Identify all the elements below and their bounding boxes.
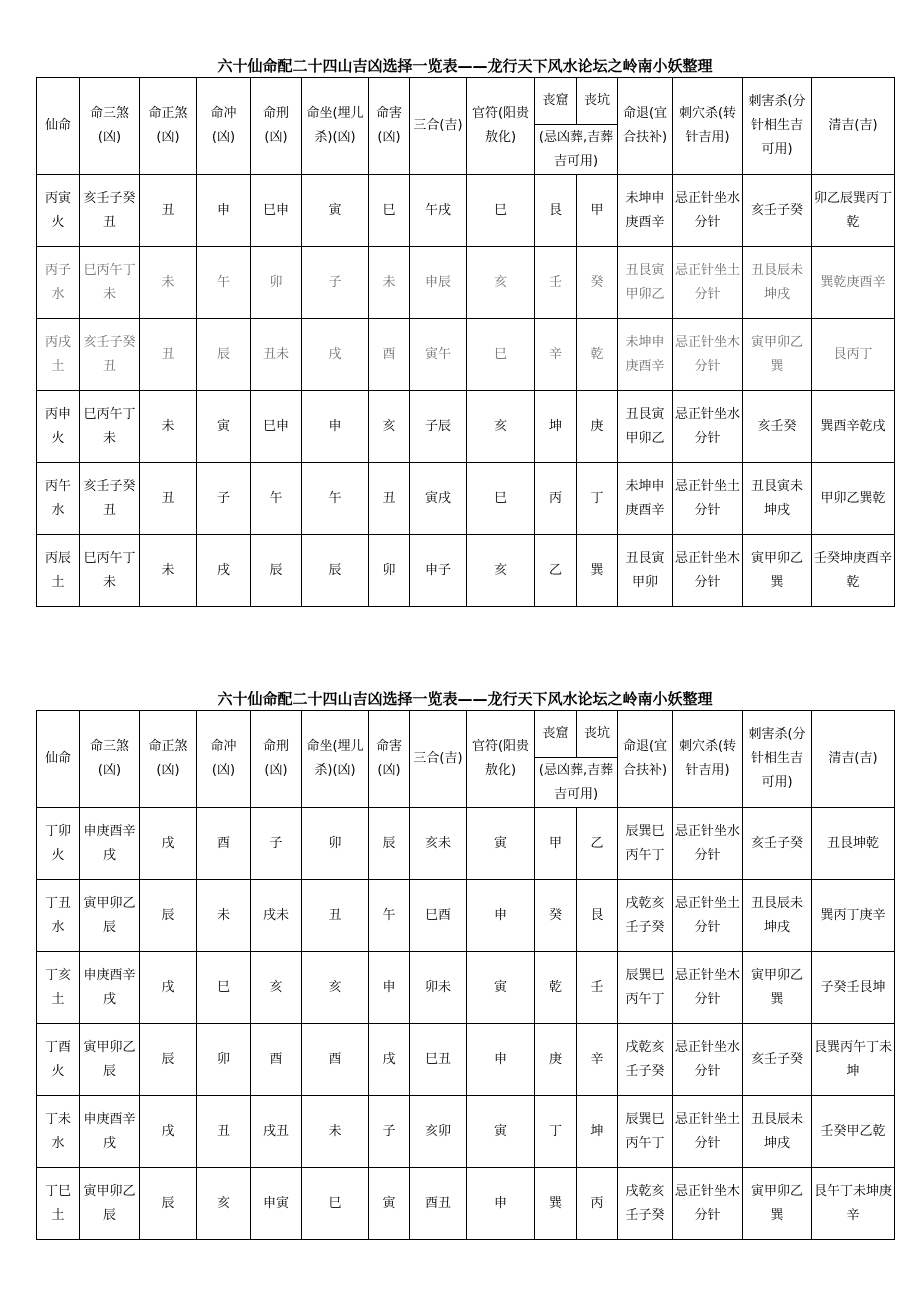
cell-cihai: 亥壬子癸	[743, 175, 812, 247]
cell-cihai: 寅甲卯乙巽	[743, 952, 812, 1024]
cell-cihai: 寅甲卯乙巽	[743, 535, 812, 607]
cell-zuo: 丑	[302, 880, 369, 952]
cell-xing: 亥	[251, 952, 302, 1024]
cell-qingji: 艮巽丙午丁未坤	[812, 1024, 895, 1096]
cell-mingtui: 辰巽巳丙午丁	[618, 1096, 673, 1168]
cell-sangku: 乾	[535, 952, 577, 1024]
cell-mingtui: 未坤申庚酉辛	[618, 175, 673, 247]
cell-qingji: 卯乙辰巽丙丁乾	[812, 175, 895, 247]
cell-zuo: 午	[302, 463, 369, 535]
table-row	[37, 247, 895, 319]
cell-xing: 巳申	[251, 175, 302, 247]
cell-zuo: 酉	[302, 1024, 369, 1096]
header-zuo: 命坐(埋儿杀)(凶)	[302, 711, 369, 808]
cell-xing: 酉	[251, 1024, 302, 1096]
cell-zuo: 辰	[302, 535, 369, 607]
cell-guanfu: 申	[467, 880, 535, 952]
cell-zuo: 申	[302, 391, 369, 463]
cell-zuo: 未	[302, 1096, 369, 1168]
cell-mingtui: 丑艮寅甲卯	[618, 535, 673, 607]
cell-xianming: 丙寅火	[37, 175, 80, 247]
selection-table-2	[36, 710, 895, 1240]
cell-sanhe: 卯未	[410, 952, 467, 1024]
cell-hai: 辰	[369, 808, 410, 880]
cell-cixue: 忌正针坐土分针	[673, 880, 743, 952]
cell-sangku: 乙	[535, 535, 577, 607]
cell-cixue: 忌正针坐土分针	[673, 463, 743, 535]
cell-qingji: 子癸壬艮坤	[812, 952, 895, 1024]
cell-guanfu: 巳	[467, 463, 535, 535]
cell-cihai: 寅甲卯乙巽	[743, 319, 812, 391]
cell-zhengsha: 丑	[140, 175, 197, 247]
header-chong: 命冲(凶)	[197, 78, 251, 175]
header-guanfu: 官符(阳贵敖化)	[467, 711, 535, 808]
header-sanhe: 三合(吉)	[410, 711, 467, 808]
cell-sangku: 艮	[535, 175, 577, 247]
cell-xianming: 丙辰土	[37, 535, 80, 607]
cell-cixue: 忌正针坐木分针	[673, 535, 743, 607]
cell-zhengsha: 辰	[140, 1168, 197, 1240]
cell-xianming: 丙子水	[37, 247, 80, 319]
cell-zhengsha: 戌	[140, 952, 197, 1024]
cell-hai: 寅	[369, 1168, 410, 1240]
cell-sanhe: 酉丑	[410, 1168, 467, 1240]
header-sangkeng: 丧坑	[577, 78, 618, 125]
header-sang-note: (忌凶葬,吉葬吉可用)	[535, 125, 618, 175]
header-cixue: 刺穴杀(转针吉用)	[673, 711, 743, 808]
cell-hai: 巳	[369, 175, 410, 247]
cell-sangkeng: 甲	[577, 175, 618, 247]
cell-zhengsha: 辰	[140, 880, 197, 952]
cell-xianming: 丁丑水	[37, 880, 80, 952]
cell-sangkeng: 乙	[577, 808, 618, 880]
cell-sangkeng: 癸	[577, 247, 618, 319]
cell-zuo: 子	[302, 247, 369, 319]
cell-xianming: 丙戌土	[37, 319, 80, 391]
header-cixue: 刺穴杀(转针吉用)	[673, 78, 743, 175]
cell-mingtui: 丑艮寅甲卯乙	[618, 247, 673, 319]
cell-sangkeng: 壬	[577, 952, 618, 1024]
cell-sansha: 巳丙午丁未	[80, 247, 140, 319]
cell-cihai: 亥壬子癸	[743, 1024, 812, 1096]
cell-sangkeng: 辛	[577, 1024, 618, 1096]
cell-xianming: 丁卯火	[37, 808, 80, 880]
cell-sanhe: 寅午	[410, 319, 467, 391]
header-chong: 命冲(凶)	[197, 711, 251, 808]
cell-sanhe: 巳丑	[410, 1024, 467, 1096]
cell-sansha: 巳丙午丁未	[80, 535, 140, 607]
cell-zhengsha: 未	[140, 535, 197, 607]
cell-hai: 戌	[369, 1024, 410, 1096]
cell-hai: 子	[369, 1096, 410, 1168]
cell-sanhe: 寅戌	[410, 463, 467, 535]
cell-mingtui: 辰巽巳丙午丁	[618, 808, 673, 880]
cell-cixue: 忌正针坐土分针	[673, 247, 743, 319]
cell-guanfu: 寅	[467, 1096, 535, 1168]
header-zuo: 命坐(埋儿杀)(凶)	[302, 78, 369, 175]
cell-chong: 辰	[197, 319, 251, 391]
cell-zuo: 亥	[302, 952, 369, 1024]
cell-cixue: 忌正针坐木分针	[673, 319, 743, 391]
cell-sangku: 癸	[535, 880, 577, 952]
cell-sanhe: 申子	[410, 535, 467, 607]
cell-xing: 丑未	[251, 319, 302, 391]
cell-mingtui: 未坤申庚酉辛	[618, 319, 673, 391]
cell-xing: 戌丑	[251, 1096, 302, 1168]
cell-xianming: 丙申火	[37, 391, 80, 463]
selection-table-1	[36, 77, 895, 607]
cell-zhengsha: 戌	[140, 1096, 197, 1168]
cell-sanhe: 申辰	[410, 247, 467, 319]
cell-zhengsha: 丑	[140, 463, 197, 535]
cell-cihai: 丑艮辰未坤戌	[743, 247, 812, 319]
cell-hai: 丑	[369, 463, 410, 535]
header-sansha: 命三煞(凶)	[80, 711, 140, 808]
header-sansha: 命三煞(凶)	[80, 78, 140, 175]
header-qingji: 清吉(吉)	[812, 711, 895, 808]
cell-sangkeng: 庚	[577, 391, 618, 463]
cell-qingji: 壬癸甲乙乾	[812, 1096, 895, 1168]
table-row	[37, 175, 895, 247]
cell-xianming: 丁巳土	[37, 1168, 80, 1240]
cell-zhengsha: 辰	[140, 1024, 197, 1096]
table-row	[37, 1096, 895, 1168]
cell-sansha: 寅甲卯乙辰	[80, 880, 140, 952]
header-sang-note: (忌凶葬,吉葬吉可用)	[535, 758, 618, 808]
cell-sanhe: 子辰	[410, 391, 467, 463]
cell-xianming: 丁未水	[37, 1096, 80, 1168]
cell-xing: 申寅	[251, 1168, 302, 1240]
header-guanfu: 官符(阳贵敖化)	[467, 78, 535, 175]
cell-qingji: 丑艮坤乾	[812, 808, 895, 880]
cell-sangku: 丁	[535, 1096, 577, 1168]
cell-sangku: 巽	[535, 1168, 577, 1240]
cell-zhengsha: 戌	[140, 808, 197, 880]
cell-sanhe: 午戌	[410, 175, 467, 247]
cell-xianming: 丙午水	[37, 463, 80, 535]
cell-chong: 戌	[197, 535, 251, 607]
table-block-2	[36, 688, 894, 1240]
cell-guanfu: 寅	[467, 952, 535, 1024]
cell-chong: 未	[197, 880, 251, 952]
cell-hai: 午	[369, 880, 410, 952]
cell-guanfu: 巳	[467, 175, 535, 247]
cell-xing: 戌未	[251, 880, 302, 952]
cell-chong: 酉	[197, 808, 251, 880]
cell-sangku: 壬	[535, 247, 577, 319]
cell-sangkeng: 乾	[577, 319, 618, 391]
cell-chong: 卯	[197, 1024, 251, 1096]
cell-sansha: 申庚酉辛戌	[80, 1096, 140, 1168]
cell-zhengsha: 未	[140, 391, 197, 463]
header-row	[37, 78, 895, 125]
cell-guanfu: 亥	[467, 391, 535, 463]
cell-xing: 巳申	[251, 391, 302, 463]
table-row	[37, 391, 895, 463]
cell-chong: 子	[197, 463, 251, 535]
cell-zuo: 巳	[302, 1168, 369, 1240]
cell-qingji: 艮午丁未坤庚辛	[812, 1168, 895, 1240]
cell-zuo: 卯	[302, 808, 369, 880]
cell-cixue: 忌正针坐木分针	[673, 952, 743, 1024]
table-row	[37, 319, 895, 391]
cell-chong: 午	[197, 247, 251, 319]
cell-guanfu: 申	[467, 1168, 535, 1240]
cell-chong: 寅	[197, 391, 251, 463]
cell-sangku: 丙	[535, 463, 577, 535]
cell-xing: 子	[251, 808, 302, 880]
header-cihai: 刺害杀(分针相生吉可用)	[743, 78, 812, 175]
cell-cixue: 忌正针坐木分针	[673, 1168, 743, 1240]
cell-sanhe: 亥未	[410, 808, 467, 880]
cell-mingtui: 辰巽巳丙午丁	[618, 952, 673, 1024]
cell-sansha: 亥壬子癸丑	[80, 319, 140, 391]
cell-sansha: 亥壬子癸丑	[80, 463, 140, 535]
cell-cixue: 忌正针坐水分针	[673, 1024, 743, 1096]
table-row	[37, 463, 895, 535]
cell-hai: 亥	[369, 391, 410, 463]
table-row	[37, 808, 895, 880]
cell-zuo: 寅	[302, 175, 369, 247]
cell-sangku: 庚	[535, 1024, 577, 1096]
cell-guanfu: 申	[467, 1024, 535, 1096]
cell-qingji: 巽乾庚酉辛	[812, 247, 895, 319]
cell-sansha: 申庚酉辛戌	[80, 952, 140, 1024]
cell-sangkeng: 艮	[577, 880, 618, 952]
cell-hai: 卯	[369, 535, 410, 607]
header-qingji: 清吉(吉)	[812, 78, 895, 175]
cell-hai: 申	[369, 952, 410, 1024]
cell-mingtui: 戌乾亥壬子癸	[618, 1168, 673, 1240]
cell-mingtui: 戌乾亥壬子癸	[618, 1024, 673, 1096]
header-xianming: 仙命	[37, 78, 80, 175]
cell-zhengsha: 未	[140, 247, 197, 319]
cell-zhengsha: 丑	[140, 319, 197, 391]
cell-sansha: 寅甲卯乙辰	[80, 1168, 140, 1240]
cell-cixue: 忌正针坐水分针	[673, 175, 743, 247]
table-block-1	[36, 55, 894, 607]
cell-xing: 辰	[251, 535, 302, 607]
header-mingtui: 命退(宜合扶补)	[618, 78, 673, 175]
cell-qingji: 甲卯乙巽乾	[812, 463, 895, 535]
table-row	[37, 952, 895, 1024]
cell-sangkeng: 丙	[577, 1168, 618, 1240]
header-sanhe: 三合(吉)	[410, 78, 467, 175]
header-xing: 命刑(凶)	[251, 711, 302, 808]
cell-guanfu: 巳	[467, 319, 535, 391]
cell-sangkeng: 坤	[577, 1096, 618, 1168]
cell-xing: 午	[251, 463, 302, 535]
cell-mingtui: 戌乾亥壬子癸	[618, 880, 673, 952]
header-mingtui: 命退(宜合扶补)	[618, 711, 673, 808]
cell-xianming: 丁亥土	[37, 952, 80, 1024]
cell-hai: 未	[369, 247, 410, 319]
cell-hai: 酉	[369, 319, 410, 391]
cell-chong: 丑	[197, 1096, 251, 1168]
header-cihai: 刺害杀(分针相生吉可用)	[743, 711, 812, 808]
header-row	[37, 711, 895, 758]
cell-qingji: 巽丙丁庚辛	[812, 880, 895, 952]
cell-chong: 申	[197, 175, 251, 247]
cell-cihai: 丑艮辰未坤戌	[743, 1096, 812, 1168]
header-xing: 命刑(凶)	[251, 78, 302, 175]
cell-sanhe: 亥卯	[410, 1096, 467, 1168]
header-sangkeng: 丧坑	[577, 711, 618, 758]
cell-sansha: 申庚酉辛戌	[80, 808, 140, 880]
table-title: 六十仙命配二十四山吉凶选择一览表——龙行天下风水论坛之岭南小妖整理	[217, 57, 713, 75]
header-xianming: 仙命	[37, 711, 80, 808]
header-hai: 命害(凶)	[369, 78, 410, 175]
cell-sangku: 坤	[535, 391, 577, 463]
table-row	[37, 535, 895, 607]
cell-zuo: 戌	[302, 319, 369, 391]
cell-cihai: 丑艮寅未坤戌	[743, 463, 812, 535]
cell-cixue: 忌正针坐土分针	[673, 1096, 743, 1168]
header-sangku: 丧窟	[535, 78, 577, 125]
cell-cihai: 亥壬子癸	[743, 808, 812, 880]
cell-sangkeng: 丁	[577, 463, 618, 535]
cell-sansha: 寅甲卯乙辰	[80, 1024, 140, 1096]
cell-cixue: 忌正针坐水分针	[673, 391, 743, 463]
header-sangku: 丧窟	[535, 711, 577, 758]
cell-qingji: 巽酉辛乾戌	[812, 391, 895, 463]
cell-sangku: 甲	[535, 808, 577, 880]
cell-sangkeng: 巽	[577, 535, 618, 607]
cell-cihai: 丑艮辰未坤戌	[743, 880, 812, 952]
cell-mingtui: 丑艮寅甲卯乙	[618, 391, 673, 463]
table-title: 六十仙命配二十四山吉凶选择一览表——龙行天下风水论坛之岭南小妖整理	[217, 690, 713, 708]
cell-guanfu: 寅	[467, 808, 535, 880]
cell-sansha: 巳丙午丁未	[80, 391, 140, 463]
cell-xianming: 丁酉火	[37, 1024, 80, 1096]
cell-guanfu: 亥	[467, 535, 535, 607]
cell-sanhe: 巳酉	[410, 880, 467, 952]
header-hai: 命害(凶)	[369, 711, 410, 808]
table-row	[37, 880, 895, 952]
cell-cixue: 忌正针坐水分针	[673, 808, 743, 880]
cell-mingtui: 未坤申庚酉辛	[618, 463, 673, 535]
header-zhengsha: 命正煞(凶)	[140, 78, 197, 175]
cell-qingji: 壬癸坤庚酉辛乾	[812, 535, 895, 607]
cell-guanfu: 亥	[467, 247, 535, 319]
table-row	[37, 1168, 895, 1240]
cell-cihai: 亥壬癸	[743, 391, 812, 463]
cell-xing: 卯	[251, 247, 302, 319]
cell-cihai: 寅甲卯乙巽	[743, 1168, 812, 1240]
cell-sansha: 亥壬子癸丑	[80, 175, 140, 247]
cell-qingji: 艮丙丁	[812, 319, 895, 391]
table-row	[37, 1024, 895, 1096]
cell-sangku: 辛	[535, 319, 577, 391]
cell-chong: 巳	[197, 952, 251, 1024]
cell-chong: 亥	[197, 1168, 251, 1240]
header-zhengsha: 命正煞(凶)	[140, 711, 197, 808]
